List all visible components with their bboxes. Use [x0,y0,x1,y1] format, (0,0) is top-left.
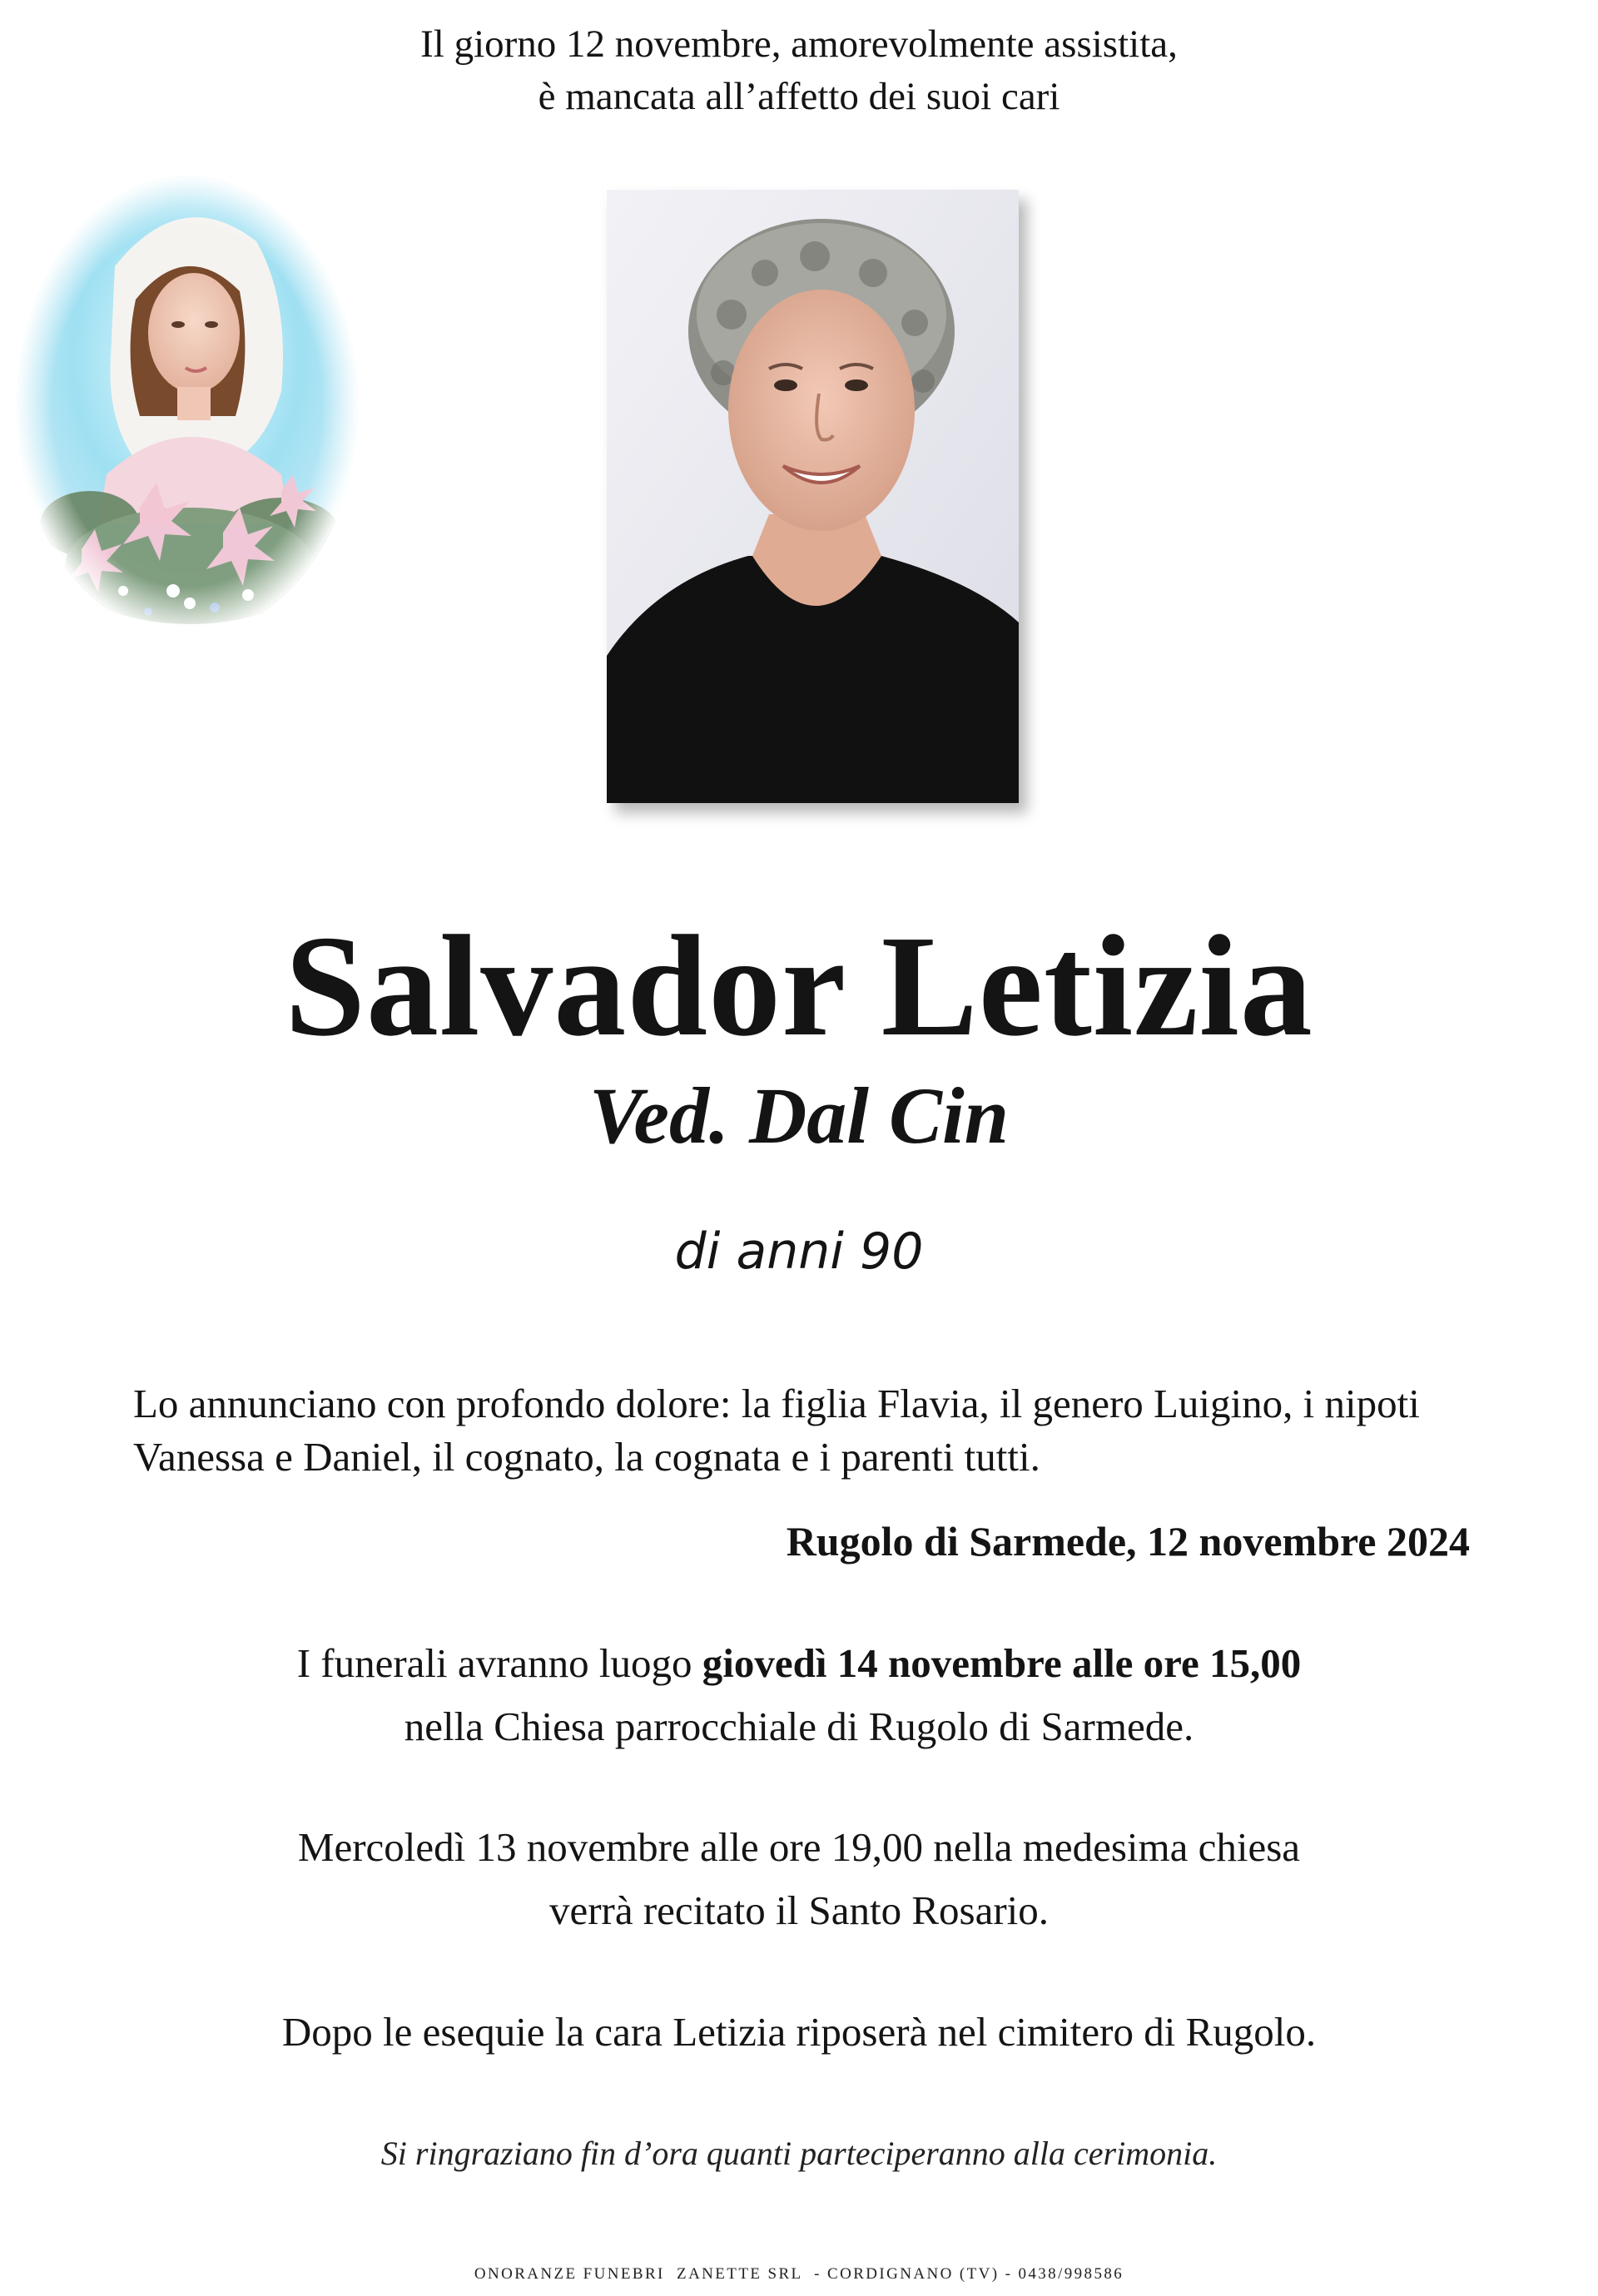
funeral-prefix: I funerali avranno luogo [296,1640,702,1686]
intro-line-1: Il giorno 12 novembre, amorevolmente assistita, [420,22,1178,66]
funeral-location: nella Chiesa parrocchiale di Rugolo di Sarmede. [404,1703,1194,1749]
intro-line-2: è mancata all’affetto dei suoi cari [538,75,1060,118]
intro-text [0,18,1598,123]
rosary-line-2: verrà recitato il Santo Rosario. [548,1887,1050,1933]
madonna-image [15,175,360,637]
place-date: Rugolo di Sarmede, 12 novembre 2024 [786,1518,1470,1565]
funeral-line-1 [0,1632,1598,1695]
funeral-info [0,1632,1598,1758]
deceased-name: Salvador Letizia [285,905,1313,1066]
madonna-illustration [15,175,360,637]
burial-info: Dopo le esequie la cara Letizia riposerà nel cimitero di Rugolo. [281,2009,1317,2055]
thanks-text: Si ringraziano fin d’ora quanti parteciperanno alla cerimonia. [380,2135,1218,2172]
age-text: di anni 90 [674,1222,924,1281]
portrait-illustration [607,190,1019,803]
funeral-datetime: giovedì 14 novembre alle ore 15,00 [702,1640,1302,1686]
announcement-text: Lo annunciano con profondo dolore: la figlia Flavia, il genero Luigino, i nipoti Vanessa e Daniel, il cognato, la cognata e i parenti tutti. [133,1381,1420,1480]
rosary-info [0,1816,1598,1942]
funeral-home-footer: ONORANZE FUNEBRI ZANETTE SRL - CORDIGNANO (TV) - 0438/998586 [474,2265,1124,2283]
rosary-line-1: Mercoledì 13 novembre alle ore 19,00 nella medesima chiesa [297,1824,1301,1870]
portrait-photo [607,190,1019,803]
married-name: Ved. Dal Cin [588,1071,1010,1160]
